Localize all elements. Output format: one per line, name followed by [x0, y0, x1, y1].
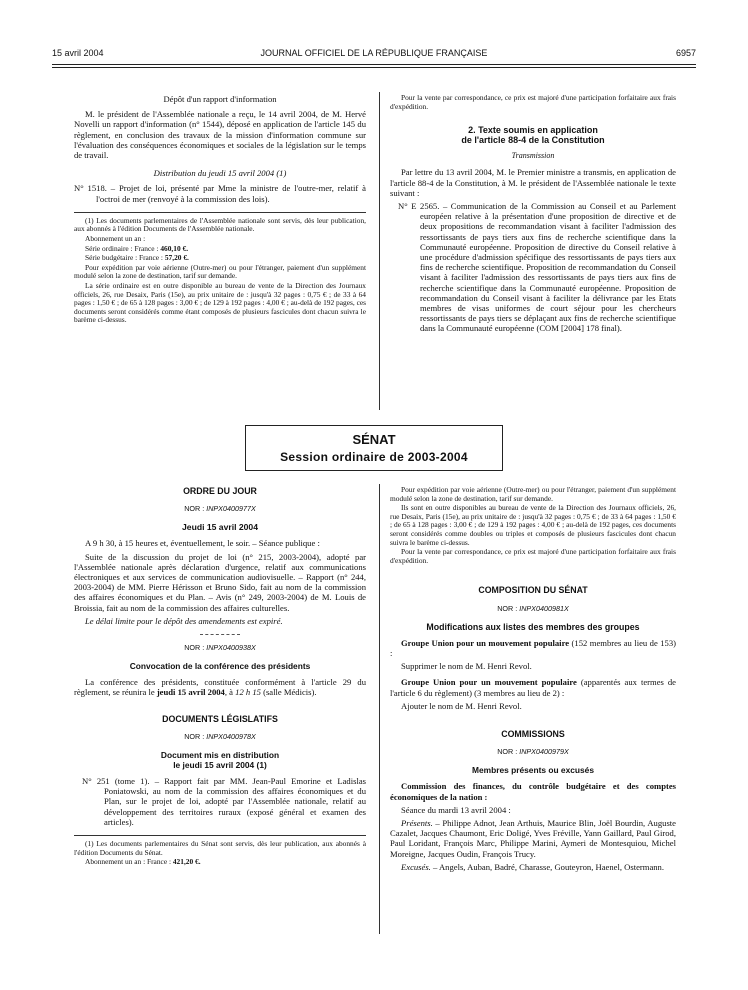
header-page-number: 6957 [675, 48, 696, 58]
comm-nor: NOR : INPX0400979X [497, 747, 569, 757]
docs-nor: NOR : INPX0400978X [184, 731, 256, 741]
header-date: 15 avril 2004 [52, 48, 104, 58]
ordre-du-jour-title: ORDRE DU JOUR [183, 486, 257, 496]
senat-title: SÉNAT [352, 432, 396, 447]
e2565-item [390, 201, 676, 334]
texte-soumis-title: 2. Texte soumis en application de l'article 88-4 de la Constitution [461, 125, 605, 146]
document-mis-title: Document mis en distribution le jeudi 15 avril 2004 (1) [160, 750, 280, 771]
distribution-item-text: – Projet de loi, présenté par Mme la ministre de l'outre-mer, relatif à l'octroi de mer (renvoyé à la commission des lois). [96, 183, 366, 204]
documents-legislatifs-title: DOCUMENTS LÉGISLATIFS [162, 713, 278, 724]
distribution-item-number: N° 1518. [74, 183, 107, 194]
composition-title: COMPOSITION DU SÉNAT [478, 585, 588, 596]
commissions-title: COMMISSIONS [501, 728, 565, 739]
footnote-text: (1) Les documents parlementaires de l'Assemblée nationale sont servis, dès leur publication, aux abonnés à l'édition Documents de l'Assemblée nationale. [74, 215, 366, 234]
groupe-1: Groupe Union pour un mouvement populaire (152 membres au lieu de 153) : [390, 637, 677, 658]
presents: Présents. – Philippe Adnot, Jean Arthuis, Maurice Blin, Joël Bourdin, Auguste Cazalet, Jacques Chaumont, Eric Doligé, Yves Fréville, Yann Gaillard, Paul Girod, Paul Loridant, François Marc, Philippe Marini, Aymeri de Montesquiou, Michel Moreigne, Jacques Oudin, François Trucy. [390, 817, 676, 859]
ordre-nor: NOR : INPX0400977X [184, 504, 256, 514]
e2565-text: – Communication de la Commission au Conseil et au Parlement européen relative à la présentation d'une proposition de directive et de deux propositions de recommandation visant à faciliter l'admission des ressortissants de pays tiers aux fins de recherche scientifique dans la Communauté européenne. Proposition de directive du Conseil relative à une procédure d'admission spécifique des ressortissants de pays tiers aux fins de recherche scientifique. Proposition de recommandation du Conseil visant à faciliter l'admission des ressortissants de pays tiers aux fins de recherche scientifique dans la Communauté européenne. Proposition de recommandation du Conseil visant à faciliter la délivrance par les Etats membres de visas uniformes de court séjour pour les chercheurs ressortissants de pays tiers se déplaçant aux fins de recherche scientifique dans la Communauté européenne (COM [2004] 178 final). [420, 201, 676, 334]
header-rule-double [52, 67, 696, 68]
assemblee-right-column [390, 94, 676, 337]
header-journal-title: JOURNAL OFFICIEL DE LA RÉPUBLIQUE FRANÇAISE [260, 48, 488, 58]
column-divider-top [379, 92, 380, 410]
assemblee-footnote [74, 217, 366, 325]
delai-text: Le délai limite pour le dépôt des amendements est expiré. [85, 615, 283, 626]
serie-ordinaire-price: 460,10 €. [160, 243, 189, 253]
senat-left-column [74, 486, 366, 868]
convocation-title: Convocation de la conférence des présidents [129, 661, 311, 672]
senat-session: Session ordinaire de 2003-2004 [280, 450, 468, 464]
membres-title: Membres présents ou excusés [472, 765, 594, 776]
senat-right-column [390, 486, 676, 875]
senat-footnote: (1) Les documents parlementaires du Sénat sont servis, dès leur publication, aux abonnés à l'édition Documents du Sénat. Abonnement un an : France : 421,20 €. [74, 839, 366, 867]
commission-name: Commission des finances, du contrôle budgétaire et des comptes économiques de la nation : [390, 781, 676, 802]
doc-251-item: N° 251 (tome 1). – Rapport fait par MM. Jean-Paul Emorine et Ladislas Poniatowski, au nom de la commission des affaires économiques et du Plan, sur le projet de loi, adopté par l'Assemblée nationale, relatif au développement des territoires ruraux (exposé général et examen des articles). [82, 776, 366, 827]
footnote-serie-ordinaire: Série ordinaire : France : 460,10 €. [85, 243, 189, 253]
jeudi-title: Jeudi 15 avril 2004 [182, 522, 258, 533]
e2565-number: N° E 2565. [398, 201, 440, 211]
footnote-separator [74, 212, 366, 213]
senat-footnote-separator [74, 835, 366, 836]
section-dash [200, 634, 240, 635]
compo-nor: NOR : INPX0400981X [497, 603, 569, 613]
groupe-1-action: Supprimer le nom de M. Henri Revol. [401, 661, 532, 672]
footnote-abonnement: Abonnement un an : [85, 234, 146, 244]
correspondance-note: Pour la vente par correspondance, ce prix est majoré d'une participation forfaitaire aux frais d'expédition. [390, 93, 676, 111]
depot-text: M. le président de l'Assemblée nationale a reçu, le 14 avril 2004, de M. Hervé Novelli un rapport d'information (n° 1544), déposé en application de l'article 145 du règlement, en conclusion des travaux de la mission d'information commune sur l'évaluation des conséquences économiques et sociales de la législation sur le temps de travail. [74, 109, 366, 161]
transmission-subtitle: Transmission [511, 151, 555, 161]
senat-heading-box [245, 425, 503, 471]
footnote-expedition: Pour expédition par voie aérienne (Outre-mer) ou pour l'étranger, paiement d'un supplément modulé selon la zone de destination, tarif sur demande. [74, 262, 366, 281]
assemblee-left-column [74, 94, 366, 326]
depot-title: Dépôt d'un rapport d'information [163, 94, 277, 104]
footnote-serie-budgetaire: Série budgétaire : France : 57,20 €. [85, 253, 189, 263]
groupe-2: Groupe Union pour un mouvement populaire (apparentés aux termes de l'article 6 du règlement) (3 membres au lieu de 2) : [390, 677, 676, 698]
groupe-2-action: Ajouter le nom de M. Henri Revol. [401, 700, 522, 711]
transmission-text: Par lettre du 13 avril 2004, M. le Premier ministre a transmis, en application de l'article 88-4 de la Constitution, à M. le président de l'Assemblée nationale le texte suivant : [390, 167, 676, 198]
header-rule [52, 64, 696, 65]
senat-right-notes: Pour expédition par voie aérienne (Outre-mer) ou pour l'étranger, paiement d'un supplément modulé selon la zone de destination, tarif sur demande. Ils sont en outre disponibles au bureau de vente de la Direction des Journaux officiels, 26, rue Desaix, Paris (15e), au prix unitaire de : jusqu'à 32 pages : 0,75 € ; de 33 à 64 pages : 1,50 € ; de 65 à 128 pages : 3,00 € ; de 129 à 192 pages : 4,00 € ; au-delà de 192 pages, ces documents seront considérés comme doubles ou triples et composés de plusieurs fascicules dont chacun suivra le barème ci-dessus. Pour la vente par correspondance, ce prix est majoré d'une participation forfaitaire aux frais d'expédition. [390, 485, 676, 565]
column-divider-bottom [379, 484, 380, 934]
distribution-title: Distribution du jeudi 15 avril 2004 (1) [153, 168, 287, 179]
conv-nor: NOR : INPX0400938X [184, 643, 256, 653]
footnote-vente: La série ordinaire est en outre disponible au bureau de vente de la Direction des Journaux officiels, 26, rue Desaix, Paris (15e), au prix unitaire de : jusqu'à 32 pages : 0,75 € ; de 33 à 64 pages : 1,50 € ; de 65 à 128 pages : 3,00 € ; de 129 à 192 pages : 4,00 € ; au-delà de 192 pages, ces documents seront considérés comme étant composés de plusieurs fascicules dont chacun suivra le barème ci-dessus. [74, 280, 366, 325]
serie-budgetaire-price: 57,20 €. [164, 253, 189, 263]
distribution-item [74, 183, 366, 203]
excuses: Excusés. – Angels, Auban, Badré, Charasse, Gouteyron, Haenel, Ostermann. [401, 861, 665, 872]
seance-date: Séance du mardi 13 avril 2004 : [401, 804, 511, 815]
running-header [52, 48, 696, 62]
modifications-title: Modifications aux listes des membres des groupes [426, 621, 640, 632]
seance-text: A 9 h 30, à 15 heures et, éventuellement, le soir. – Séance publique : [85, 538, 320, 549]
convocation-text: La conférence des présidents, constituée conformément à l'article 29 du règlement, se réunira le jeudi 15 avril 2004, à 12 h 15 (salle Médicis). [74, 677, 366, 698]
suite-text: Suite de la discussion du projet de loi (n° 215, 2003-2004), adopté par l'Assemblée nationale après déclaration d'urgence, relatif aux communications électroniques et aux services de communication audiovisuelle. – Rapport (n° 244, 2003-2004) de MM. Pierre Hérisson et Bruno Sido, fait au nom de la commission des affaires économiques et du Plan. – Avis (n° 249, 2003-2004) de M. Louis de Broissia, fait au nom de la commission des affaires culturelles. [74, 551, 366, 613]
